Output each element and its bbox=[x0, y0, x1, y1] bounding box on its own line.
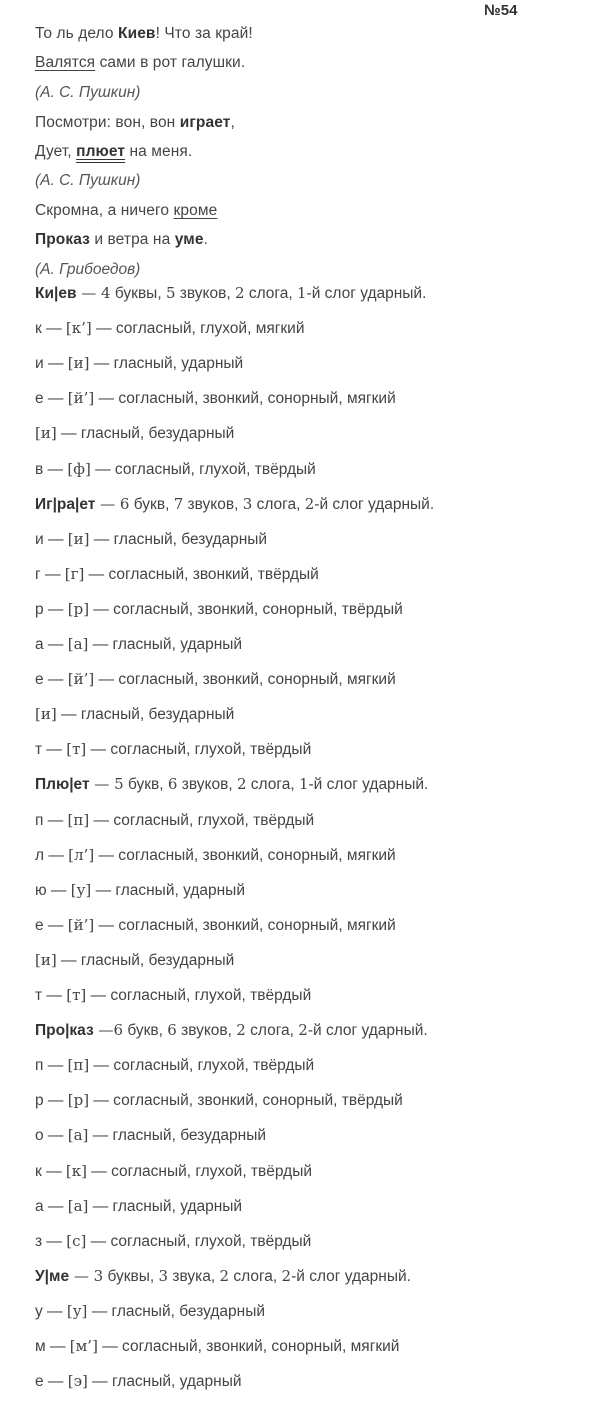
text-segment: -й слог ударный. bbox=[291, 1268, 411, 1285]
text-segment: 2 bbox=[236, 775, 247, 793]
text-segment: — согласный, глухой, твёрдый bbox=[89, 1057, 315, 1074]
text-segment: 6 bbox=[167, 1021, 177, 1039]
text-segment: звука, bbox=[168, 1268, 220, 1285]
text-segment: — согласный, глухой, твёрдый bbox=[89, 812, 315, 829]
text-segment: г — bbox=[35, 566, 65, 583]
text-segment: — bbox=[69, 1267, 94, 1285]
text-segment: звуков, bbox=[176, 1022, 237, 1039]
sound-analysis-line bbox=[35, 634, 242, 655]
text-segment: букв, bbox=[129, 496, 174, 513]
text-segment: [с] bbox=[66, 1232, 87, 1250]
text-segment: — гласный, безударный bbox=[88, 1127, 266, 1144]
sound-analysis-line bbox=[35, 423, 234, 444]
text-segment: [г] bbox=[64, 565, 85, 583]
text-segment: — гласный, ударный bbox=[89, 355, 244, 372]
text-segment: 4 bbox=[101, 284, 111, 302]
sound-analysis-line bbox=[35, 353, 243, 374]
text-segment: — гласный, безударный bbox=[56, 952, 235, 969]
text-segment: о — bbox=[35, 1127, 68, 1144]
text-segment: — согласный, глухой, твёрдый bbox=[90, 461, 316, 478]
text-segment: — bbox=[95, 495, 120, 513]
text-segment: 3 bbox=[242, 495, 253, 513]
text-segment: — согласный, звонкий, сонорный, мягкий bbox=[94, 917, 396, 934]
text-segment: 2 bbox=[236, 1021, 246, 1039]
text-segment: 2 bbox=[219, 1267, 230, 1285]
text-segment: Проказ bbox=[35, 231, 90, 248]
text-segment: р — bbox=[35, 601, 68, 618]
sound-analysis-line bbox=[35, 915, 396, 936]
poem-author bbox=[35, 171, 140, 191]
text-segment: букв, bbox=[123, 1022, 168, 1039]
text-segment: — согласный, звонкий, твёрдый bbox=[84, 566, 319, 583]
text-segment: — согласный, звонкий, сонорный, мягкий bbox=[94, 671, 396, 688]
sound-analysis-line bbox=[35, 1231, 311, 1252]
text-segment: Ки|ев bbox=[35, 285, 77, 302]
text-segment: (А. С. Пушкин) bbox=[35, 84, 141, 101]
sound-analysis-line bbox=[35, 1371, 242, 1392]
text-segment: — гласный, ударный bbox=[91, 882, 245, 899]
task-number: №54 bbox=[484, 2, 518, 19]
text-segment: п — bbox=[35, 1057, 68, 1074]
text-segment: [и] bbox=[35, 424, 57, 442]
text-segment: -й слог ударный. bbox=[307, 1022, 428, 1039]
text-segment: [к] bbox=[65, 1162, 87, 1180]
text-segment: е — bbox=[35, 917, 68, 934]
text-segment: буквы, bbox=[110, 285, 166, 302]
text-segment: Про|каз bbox=[35, 1022, 94, 1039]
text-segment: — согласный, звонкий, сонорный, мягкий bbox=[97, 1338, 400, 1355]
text-segment: 6 bbox=[167, 775, 178, 793]
text-segment: слога, bbox=[252, 496, 305, 513]
text-segment: 2 bbox=[281, 1267, 292, 1285]
text-segment: . bbox=[203, 231, 208, 248]
poem-line bbox=[35, 201, 217, 221]
text-segment: [и] bbox=[67, 530, 90, 548]
sound-analysis-line bbox=[35, 880, 245, 901]
text-segment: [и] bbox=[67, 354, 90, 372]
text-segment: 1 bbox=[296, 284, 307, 302]
text-segment: Киев bbox=[118, 25, 156, 42]
text-segment: Иг|ра|ет bbox=[35, 496, 96, 513]
text-segment: на меня. bbox=[125, 143, 193, 160]
text-segment: [й’] bbox=[67, 670, 95, 688]
sound-analysis-line bbox=[35, 1161, 312, 1182]
sound-analysis-line bbox=[35, 1301, 265, 1322]
sound-analysis-line bbox=[35, 459, 316, 480]
text-segment: звуков, bbox=[183, 496, 243, 513]
text-segment: — согласный, звонкий, сонорный, твёрдый bbox=[89, 1092, 403, 1109]
text-segment: — bbox=[76, 284, 102, 302]
text-segment: — гласный, ударный bbox=[88, 1198, 243, 1215]
text-segment: ! Что за край! bbox=[155, 25, 253, 42]
text-segment: ю — bbox=[35, 882, 71, 899]
text-segment: — согласный, глухой, твёрдый bbox=[86, 741, 312, 758]
poem-line bbox=[35, 24, 253, 44]
poem-line bbox=[35, 113, 235, 133]
text-segment: [т] bbox=[66, 986, 87, 1004]
text-segment: слога, bbox=[245, 1022, 299, 1039]
text-segment: То ль дело bbox=[35, 25, 119, 42]
text-segment: звуков, bbox=[175, 285, 235, 302]
text-segment: е — bbox=[35, 1373, 68, 1390]
text-segment: т — bbox=[35, 741, 67, 758]
text-segment: л — bbox=[35, 847, 69, 864]
text-segment: уме bbox=[174, 231, 204, 248]
text-segment: — гласный, безударный bbox=[89, 531, 268, 548]
text-segment: п — bbox=[35, 812, 68, 829]
sound-analysis-line bbox=[35, 1196, 242, 1217]
poem-author bbox=[35, 83, 140, 103]
text-segment: слога, bbox=[229, 1268, 282, 1285]
text-segment: Скромна, а ничего bbox=[35, 202, 174, 219]
text-segment: 6 bbox=[119, 495, 130, 513]
text-segment: [а] bbox=[67, 635, 89, 653]
sound-analysis-line bbox=[35, 739, 311, 760]
text-segment: [т] bbox=[66, 740, 87, 758]
text-segment: сами в рот галушки. bbox=[95, 54, 246, 71]
text-segment: — bbox=[93, 1021, 114, 1039]
text-segment: 5 bbox=[165, 284, 176, 302]
text-segment: 2 bbox=[234, 284, 245, 302]
sound-analysis-line bbox=[35, 950, 234, 971]
text-segment: — согласный, звонкий, сонорный, мягкий bbox=[94, 847, 396, 864]
sound-analysis-line bbox=[35, 985, 311, 1006]
sound-analysis-line bbox=[35, 1090, 403, 1111]
sound-analysis-line bbox=[35, 318, 305, 339]
text-segment: [и] bbox=[35, 705, 57, 723]
text-segment: — гласный, безударный bbox=[56, 706, 235, 723]
text-segment: — согласный, глухой, твёрдый bbox=[86, 1233, 312, 1250]
text-segment: з — bbox=[35, 1233, 67, 1250]
text-segment: 3 bbox=[93, 1267, 104, 1285]
text-segment: а — bbox=[35, 636, 68, 653]
text-segment: [у] bbox=[70, 881, 92, 899]
text-segment: — согласный, звонкий, сонорный, твёрдый bbox=[89, 601, 403, 618]
text-segment: [р] bbox=[67, 600, 90, 618]
word-analysis-header bbox=[35, 494, 434, 515]
text-segment: [й’] bbox=[67, 916, 95, 934]
text-segment: [к’] bbox=[65, 319, 92, 337]
text-segment: Валятся bbox=[35, 54, 96, 71]
sound-analysis-line bbox=[35, 1125, 266, 1146]
text-segment: [л’] bbox=[68, 846, 95, 864]
text-segment: 3 bbox=[158, 1267, 169, 1285]
text-segment: — bbox=[89, 775, 115, 793]
text-segment: слога, bbox=[246, 776, 299, 793]
sound-analysis-line bbox=[35, 529, 267, 550]
text-segment: [э] bbox=[67, 1372, 88, 1390]
word-analysis-header bbox=[35, 1020, 428, 1041]
sound-analysis-line bbox=[35, 599, 403, 620]
text-segment: [р] bbox=[67, 1091, 90, 1109]
text-segment: [у] bbox=[66, 1302, 88, 1320]
text-segment: т — bbox=[35, 987, 67, 1004]
text-segment: [и] bbox=[35, 951, 57, 969]
text-segment: 1 bbox=[298, 775, 309, 793]
text-segment: и — bbox=[35, 355, 68, 372]
sound-analysis-line bbox=[35, 564, 319, 585]
text-segment: [а] bbox=[67, 1197, 89, 1215]
text-segment: в — bbox=[35, 461, 68, 478]
text-segment: слога, bbox=[244, 285, 297, 302]
text-segment: (А. С. Пушкин) bbox=[35, 172, 141, 189]
text-segment: -й слог ударный. bbox=[314, 496, 435, 513]
sound-analysis-line bbox=[35, 810, 314, 831]
text-segment: и — bbox=[35, 531, 68, 548]
text-segment: м — bbox=[35, 1338, 70, 1355]
sound-analysis-line bbox=[35, 388, 396, 409]
text-segment: е — bbox=[35, 671, 68, 688]
poem-line bbox=[35, 230, 208, 250]
text-segment: к — bbox=[35, 1163, 66, 1180]
text-segment: 5 bbox=[114, 775, 124, 793]
text-segment: -й слог ударный. bbox=[308, 776, 429, 793]
text-segment: Плю|ет bbox=[35, 776, 90, 793]
text-segment: — согласный, глухой, твёрдый bbox=[87, 1163, 312, 1180]
text-segment: (А. Грибоедов) bbox=[35, 261, 141, 278]
sound-analysis-line bbox=[35, 845, 396, 866]
sound-analysis-line bbox=[35, 1336, 399, 1357]
text-segment: 2 bbox=[298, 1021, 308, 1039]
text-segment: -й слог ударный. bbox=[306, 285, 427, 302]
text-segment: а — bbox=[35, 1198, 68, 1215]
word-analysis-header bbox=[35, 774, 428, 795]
poem-line bbox=[35, 53, 245, 73]
text-segment: 7 bbox=[173, 495, 184, 513]
word-analysis-header bbox=[35, 1266, 411, 1287]
text-segment: р — bbox=[35, 1092, 68, 1109]
text-segment: — гласный, ударный bbox=[88, 636, 243, 653]
sound-analysis-line bbox=[35, 704, 234, 725]
text-segment: — согласный, звонкий, сонорный, мягкий bbox=[94, 390, 396, 407]
sound-analysis-line bbox=[35, 669, 396, 690]
text-segment: — гласный, ударный bbox=[87, 1373, 242, 1390]
text-segment: Дует, bbox=[35, 143, 77, 160]
text-segment: и ветра на bbox=[89, 231, 175, 248]
text-segment: , bbox=[230, 114, 235, 131]
text-segment: е — bbox=[35, 390, 68, 407]
text-segment: 2 bbox=[304, 495, 315, 513]
text-segment: — гласный, безударный bbox=[56, 425, 235, 442]
text-segment: [м’] bbox=[69, 1337, 98, 1355]
sound-analysis-line bbox=[35, 1055, 314, 1076]
text-segment: к — bbox=[35, 320, 66, 337]
text-segment: Посмотри: вон, вон bbox=[35, 114, 180, 131]
text-segment: У|ме bbox=[35, 1268, 70, 1285]
text-segment: [п] bbox=[67, 1056, 90, 1074]
text-segment: [п] bbox=[67, 811, 90, 829]
text-segment: букв, bbox=[123, 776, 168, 793]
text-segment: у — bbox=[35, 1303, 67, 1320]
word-analysis-header bbox=[35, 283, 426, 304]
text-segment: 6 bbox=[113, 1021, 124, 1039]
text-segment: [а] bbox=[67, 1126, 89, 1144]
poem-line bbox=[35, 142, 192, 162]
poem-author bbox=[35, 260, 140, 280]
text-segment: буквы, bbox=[103, 1268, 159, 1285]
text-segment: играет bbox=[179, 114, 231, 131]
text-segment: — согласный, глухой, мягкий bbox=[91, 320, 305, 337]
text-segment: — гласный, безударный bbox=[87, 1303, 266, 1320]
text-segment: [й’] bbox=[67, 389, 95, 407]
text-segment: — согласный, глухой, твёрдый bbox=[86, 987, 312, 1004]
text-segment: плюет bbox=[76, 143, 126, 160]
text-segment: звуков, bbox=[177, 776, 237, 793]
text-segment: кроме bbox=[173, 202, 218, 219]
text-segment: [ф] bbox=[67, 460, 91, 478]
